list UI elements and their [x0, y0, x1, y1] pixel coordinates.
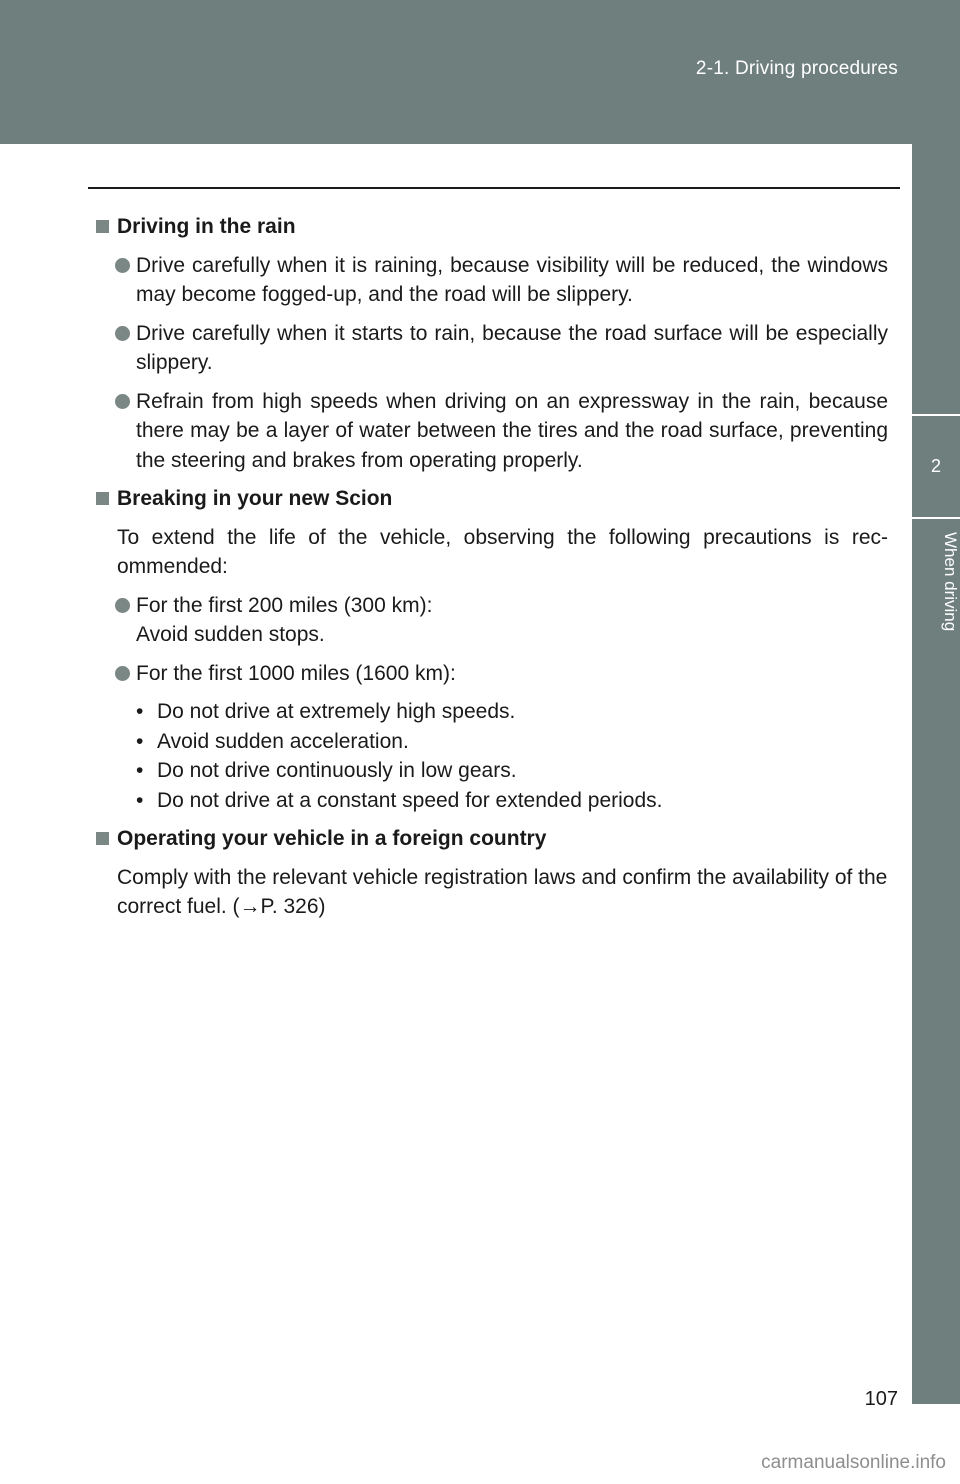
paragraph: Comply with the relevant vehicle registration laws and confirm the availability of the correct fuel. (→P. 326): [117, 865, 888, 918]
list-item: For the first 200 miles (300 km): Avoid sudden stops.: [96, 591, 888, 650]
round-bullet-icon: [115, 598, 130, 613]
sub-list-item: • Do not drive at a constant speed for extended periods.: [136, 786, 888, 816]
list-item: For the first 1000 miles (1600 km):: [96, 659, 888, 689]
round-bullet-icon: [115, 326, 130, 341]
paragraph: To extend the life of the vehicle, observing the following precautions is rec-ommended:: [117, 525, 888, 578]
square-bullet-icon: [96, 220, 109, 233]
watermark: carmanualsonline.info: [761, 1452, 946, 1473]
chapter-number-tab[interactable]: 2: [912, 414, 960, 519]
sub-list-item: • Do not drive continuously in low gears.: [136, 756, 888, 786]
header-rule: [88, 187, 900, 189]
sub-list-item: • Avoid sudden acceleration.: [136, 727, 888, 757]
page-content: [96, 212, 888, 931]
square-bullet-icon: [96, 832, 109, 845]
round-bullet-icon: [115, 258, 130, 273]
section-title: 2-1. Driving procedures: [695, 58, 898, 79]
sub-list: [96, 697, 888, 815]
list-item: Drive carefully when it starts to rain, because the road surface will be especially slippery.: [96, 319, 888, 378]
page-number: 107: [864, 1388, 898, 1410]
section-heading-foreign: Operating your vehicle in a foreign country: [96, 824, 888, 854]
side-tab-upper: [912, 144, 960, 414]
section-heading-break-in: Breaking in your new Scion: [96, 484, 888, 514]
sub-list-item: • Do not drive at extremely high speeds.: [136, 697, 888, 727]
list-item: Drive carefully when it is raining, because visibility will be reduced, the windows may become fogged-up, and the road will be slippery.: [96, 251, 888, 310]
list-item: Refrain from high speeds when driving on an expressway in the rain, because there may be a layer of water between the tires and the road surface, preventing the steering and brakes from operating properly.: [96, 387, 888, 476]
section-heading-rain: Driving in the rain: [96, 212, 888, 242]
chapter-label: When driving: [941, 532, 960, 632]
round-bullet-icon: [115, 666, 130, 681]
square-bullet-icon: [96, 492, 109, 505]
round-bullet-icon: [115, 394, 130, 409]
